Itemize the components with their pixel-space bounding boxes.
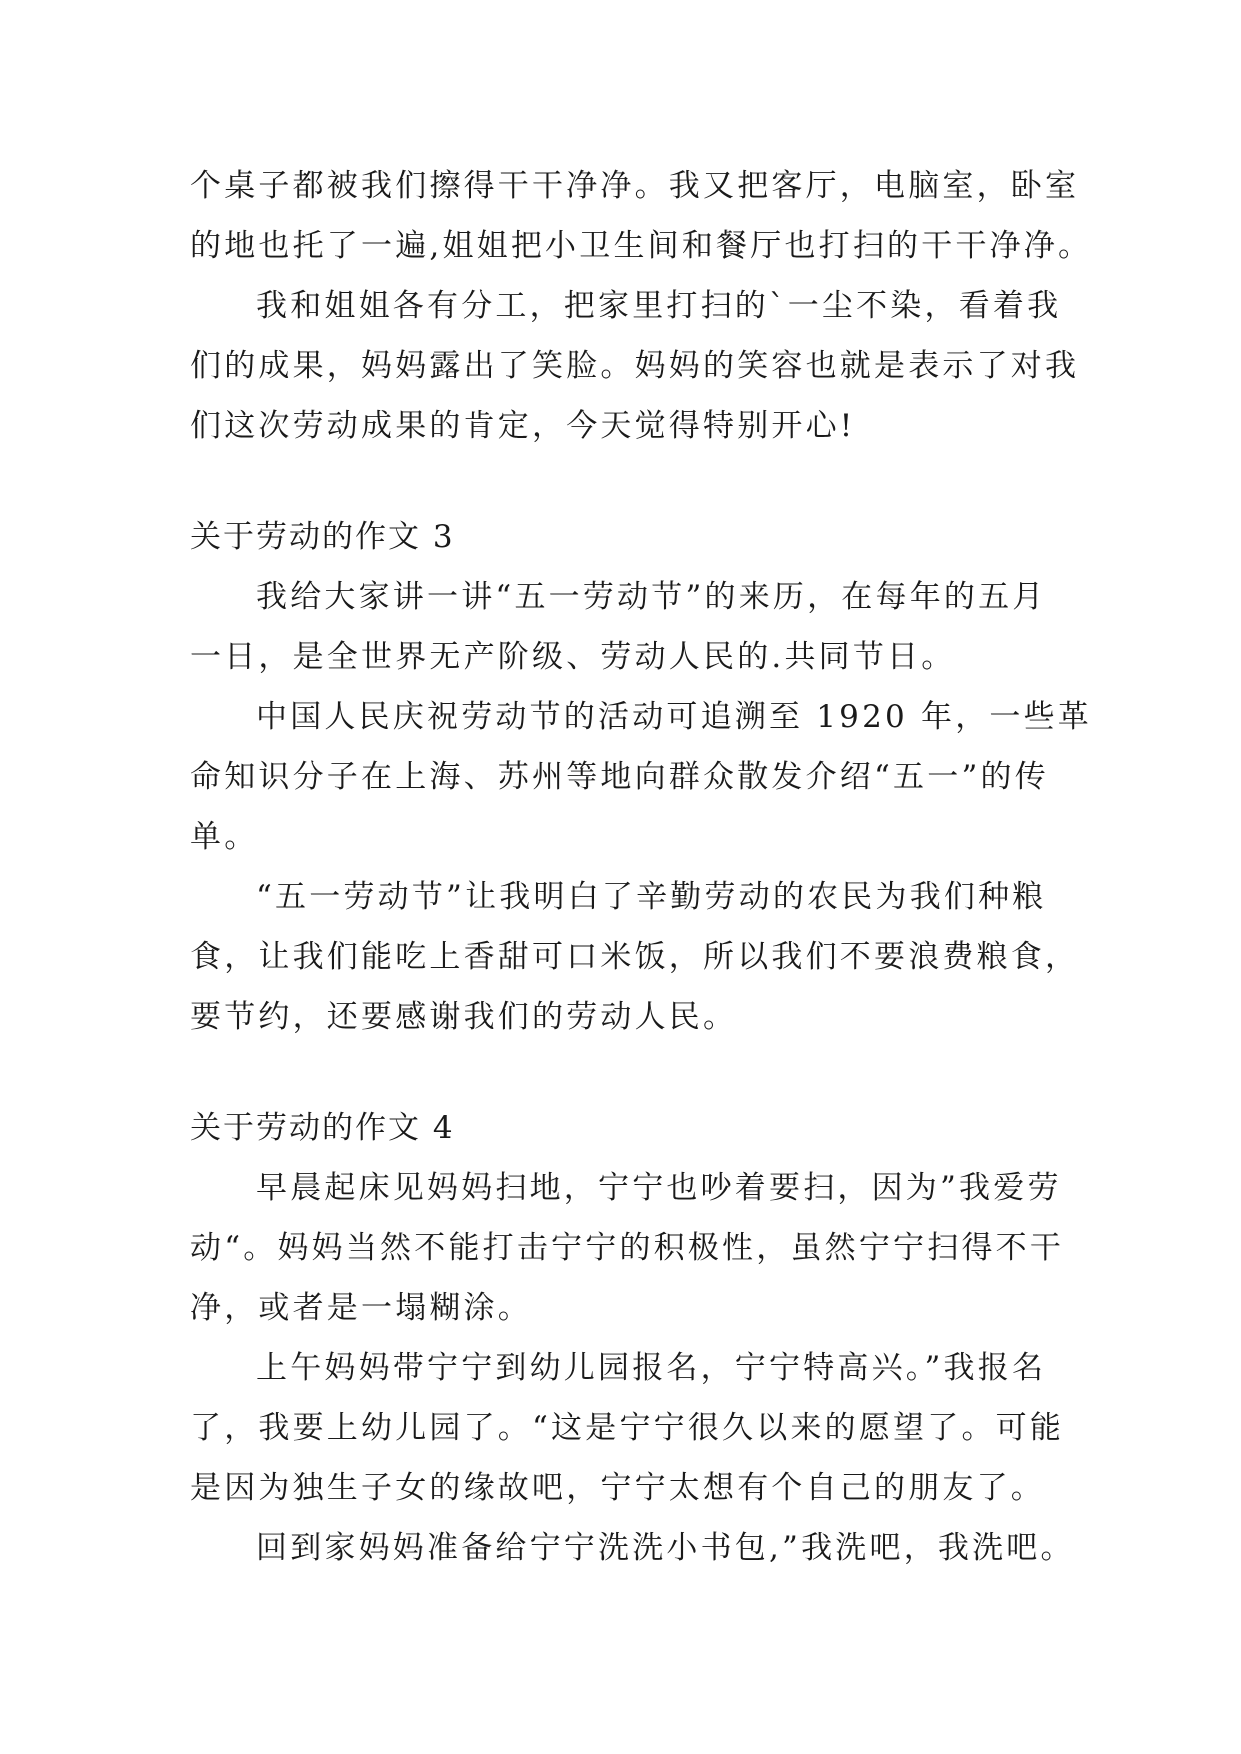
text-line: 动“。妈妈当然不能打击宁宁的积极性，虽然宁宁扫得不干 (190, 1230, 1065, 1266)
paragraph-first-line: 我给大家讲一讲“五一劳动节”的来历，在每年的五月 (256, 579, 1047, 615)
paragraph-first-line: 我和姐姐各有分工，把家里打扫的`一尘不染，看着我 (256, 288, 1062, 324)
text-line: 是因为独生子女的缘故吧，宁宁太想有个自己的朋友了。 (190, 1470, 1045, 1506)
paragraph-first-line: 回到家妈妈准备给宁宁洗洗小书包,”我洗吧，我洗吧。 (256, 1530, 1075, 1566)
text-line: 个桌子都被我们擦得干干净净。我又把客厅，电脑室，卧室 (190, 168, 1080, 204)
text-line: 们这次劳动成果的肯定，今天觉得特别开心! (190, 408, 856, 444)
text-line: 了，我要上幼儿园了。“这是宁宁很久以来的愿望了。可能 (190, 1410, 1065, 1446)
text-line: 的地也托了一遍,姐姐把小卫生间和餐厅也打扫的干干净净。 (190, 228, 1093, 264)
text-line: 们的成果，妈妈露出了笑脸。妈妈的笑容也就是表示了对我 (190, 348, 1080, 384)
text-line: 要节约，还要感谢我们的劳动人民。 (190, 999, 738, 1035)
text-line: 一日，是全世界无产阶级、劳动人民的.共同节日。 (190, 639, 956, 675)
paragraph-first-line: 上午妈妈带宁宁到幼儿园报名，宁宁特高兴。”我报名 (256, 1350, 1047, 1386)
text-line: 净，或者是一塌糊涂。 (190, 1290, 532, 1326)
paragraph-first-line: “五一劳动节”让我明白了辛勤劳动的农民为我们种粮 (256, 879, 1047, 915)
paragraph-first-line: 早晨起床见妈妈扫地，宁宁也吵着要扫，因为”我爱劳 (256, 1170, 1062, 1206)
paragraph-first-line: 中国人民庆祝劳动节的活动可追溯至 1920 年，一些革 (256, 699, 1092, 735)
text-line: 单。 (190, 819, 259, 855)
section-heading: 关于劳动的作文 4 (190, 1110, 455, 1146)
text-line: 命知识分子在上海、苏州等地向群众散发介绍“五一”的传 (190, 759, 1049, 795)
section-heading: 关于劳动的作文 3 (190, 519, 455, 555)
text-line: 食，让我们能吃上香甜可口米饭，所以我们不要浪费粮食， (190, 939, 1080, 975)
